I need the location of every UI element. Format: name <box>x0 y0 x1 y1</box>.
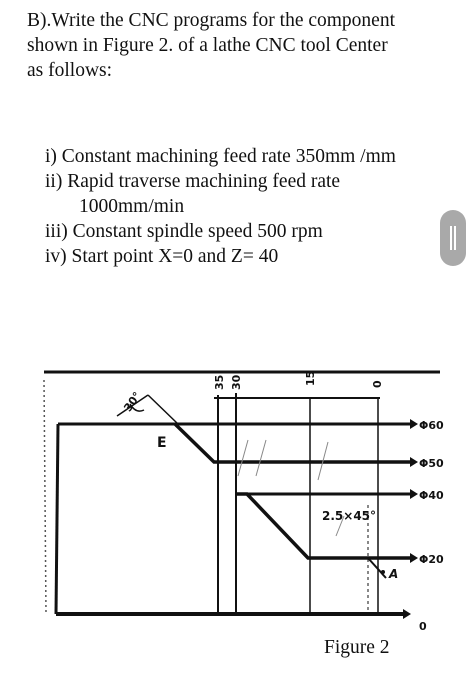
profile-left-face <box>56 424 58 614</box>
z-label-35: 35 <box>213 374 226 390</box>
z-label-30: 30 <box>230 374 243 390</box>
hatch-1 <box>238 440 248 476</box>
question-line-3: as follows: <box>27 60 113 81</box>
dia-label-60: Φ60 <box>419 419 444 432</box>
arrow-dia20 <box>410 553 418 563</box>
angle-label: 30° <box>121 389 144 415</box>
chamfer-label: 2.5×45° <box>322 509 377 523</box>
requirement-rapid-traverse-value: 1000mm/min <box>79 196 185 217</box>
point-e-label: E <box>157 435 167 451</box>
profile-taper <box>236 494 410 558</box>
profile-dia50-step <box>175 424 410 462</box>
arrow-dia60 <box>410 419 418 429</box>
chamfer-end <box>368 558 386 578</box>
z-label-0: 0 <box>371 380 384 388</box>
dia-label-40: Φ40 <box>419 489 444 502</box>
point-a-dot <box>381 570 385 574</box>
question-line-2: shown in Figure 2. of a lathe CNC tool Center <box>27 35 388 56</box>
requirement-start-point: iv) Start point X=0 and Z= 40 <box>45 246 279 267</box>
z-label-15: 15 <box>304 370 317 386</box>
arrow-centerline <box>403 609 411 619</box>
point-a-label: A <box>389 567 399 581</box>
dia-label-20: Φ20 <box>419 553 444 566</box>
question-line-1: B).Write the CNC programs for the component <box>27 10 396 31</box>
hatch-2 <box>256 440 266 476</box>
figure-caption: Figure 2 <box>324 637 390 658</box>
requirement-rapid-traverse: ii) Rapid traverse machining feed rate <box>45 171 341 192</box>
dia-label-50: Φ50 <box>419 457 444 470</box>
requirement-feed-rate: i) Constant machining feed rate 350mm /mm <box>45 146 396 167</box>
angle-ray-2 <box>148 395 178 424</box>
dia-label-0: 0 <box>419 620 427 633</box>
arrow-dia50 <box>410 457 418 467</box>
arrow-dia40 <box>410 489 418 499</box>
requirement-spindle-speed: iii) Constant spindle speed 500 rpm <box>45 221 323 242</box>
left-axis-line <box>44 380 46 614</box>
